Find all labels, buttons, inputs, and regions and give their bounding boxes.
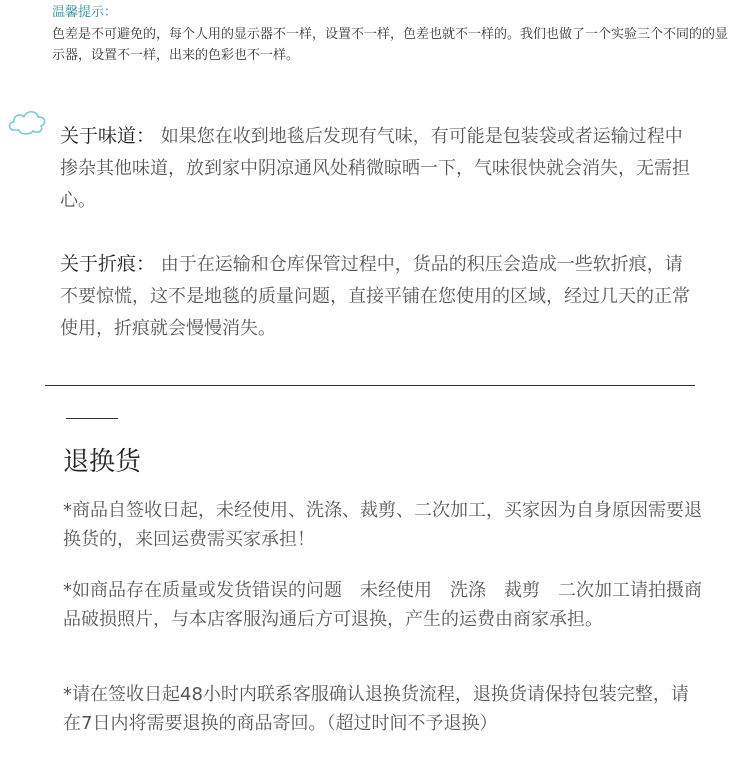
returns-title: 退换货 xyxy=(63,447,142,477)
section-divider xyxy=(45,385,695,386)
smell-note xyxy=(60,120,700,217)
cloud-icon xyxy=(6,106,48,136)
smell-label: 关于味道： xyxy=(60,125,156,147)
notice-body: 色差是不可避免的，每个人用的显示器不一样，设置不一样，色差也就不一样的。我们也做了一个实验三个不同的的显示器，设置不一样，出来的色彩也不一样。 xyxy=(52,27,729,63)
returns-rule-item: *商品自签收日起，未经使用、洗涤、裁剪、二次加工，买家因为自身原因需要退换货的，来回运费需买家承担！ xyxy=(63,500,702,550)
returns-rule-item: *如商品存在质量或发货错误的问题 未经使用 洗涤 裁剪 二次加工请拍摄商品破损照片，与本店客服沟通后方可退换，产生的运费由商家承担。 xyxy=(63,580,702,630)
title-accent-rule xyxy=(66,418,118,419)
crease-text: 由于在运输和仓库保管过程中，货品的积压会造成一些软折痕，请不要惊慌，这不是地毯的质量问题，直接平铺在您使用的区域，经过几天的正常使用，折痕就会慢慢消失。 xyxy=(60,254,690,339)
notice-title: 温馨提示： xyxy=(52,5,118,20)
smell-text: 如果您在收到地毯后发现有气味，有可能是包装袋或者运输过程中掺杂其他味道，放到家中阴凉通风处稍微晾晒一下，气味很快就会消失，无需担心。 xyxy=(60,126,690,211)
returns-rule-item: *请在签收日起48小时内联系客服确认退换货流程，退换货请保持包装完整，请在7日内将需要退换的商品寄回。（超过时间不予退换） xyxy=(63,684,689,734)
crease-note xyxy=(60,248,700,345)
crease-label: 关于折痕： xyxy=(60,253,156,275)
